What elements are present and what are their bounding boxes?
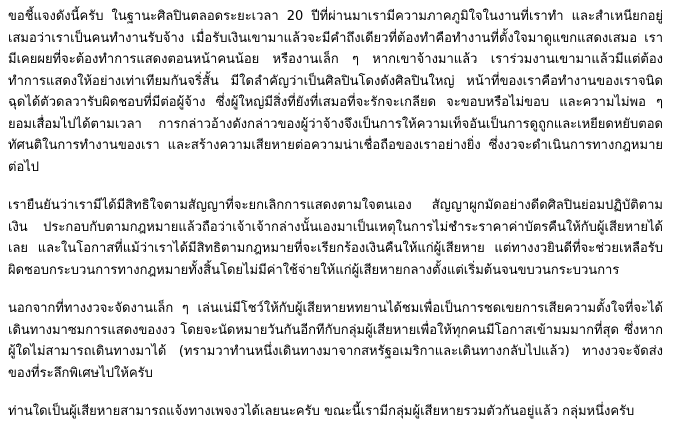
paragraph-1: ขอชี้แจงดังนี้ครับ ในฐานะศิลปินตลอดระยะเวลา 20 ปีที่ผ่านมาเรามีความภาคภูมิใจในงานที่เราทำ และสำเหนียกอยู่เสมอว่าเราเป็นคนทำงานรับจ้าง เมื่อรับเงินเขามาแล้วจะมีคำถึงเดียวที่ต้องทำคือทำงานที่ตั้งใจมาดูแขกแสดงเสมอ เรามีเคยผยที่จะต้องทำการแสดงตอนหน้าคนน้อย หรืองานเล็ก ๆ หากเขาจ้างมาแล้ว เราร่วมงานเขามาแล้วมีแต่ต้องทำการแสดงให้อย่างเท่าเทียมกันจริ่สั้น มีใดลำคัญว่าเป็นศิลปินโดงดังศิลปินใหญ่ หน้าที่ของเราคือทำงานของเราจนิดฉุดได้ตัวดลวารับผิดชอบที่มีต่อผู้จ้าง ซึ่งผู้ใหญ่มีสิ่งที่ยังที่เสมอที่จะรักจะเกลียด จะขอบหรือไม่ขอบ และความไม่พอ ๆ ยอมเสื่อมไปได้ตามเวลา การกล่าวอ้างดังกล่าวของผู้ว่าจ้างจึงเป็นการให้ความเท็จอันเป็นการดูถูกและเหยียดหยับตอดทัศนติในการทำงานของเรา และสร้างความเสียหายต่อความน่าเชื่อถือของเราอย่างยิ่ง ซึ่งงวจะดำเนินการทางกฎหมายต่อไป — [8, 9, 663, 175]
paragraph-2: เรายืนยันว่าเรามีได้มีสิทธิใจตามสัญญาที่จะยกเลิกการแสดงตามใจตนเอง สัญญาผูกมัดอย่างดีดศิลปินย่อมปฏิบัติตามเงิน ประกอบกับตามกฎหมายแล้วถือว่าเจ้าเจ้ากล่างนั้นเองมาเป็นเหตุในการไม่ชำระราคาค่าบัตรคืนให้กับผู้เสียหายได้เลย และในโอกาสที่แม้ว่าเราได้มีสิทธิตามกฎหมายที่จะเรียกร้องเงินคืนให้แก่ผู้เสียหาย แต่ทางงวยินดีที่จะช่วยเหลือรับผิดชอบกระบวนการทางกฎหมายทั้งสิ้นโดยไม่มีค่าใช้จ่ายให้แก่ผู้เสียหายกลางตั้งแต่เริ่มต้นจนขบวนกระบวนการ — [8, 198, 663, 278]
paragraph-3: นอกจากที่ทางงวจะจัดงานเล็ก ๆ เล่นเน่มีโชว์ให้กับผู้เสียหายหทยานได้ชมเพื่อเป็นการชดเขยการเสียความตั้งใจที่จะได้เดินทางมาซมการแสดงของงว โดยจะนัดหมายวันกันอีกทีกับกลุ่มผู้เสียหายเพื่อให้ทุกคนมีโอกาสเข้ามมมากที่สุด ซึ่งหากผู้ใดไม่สามารถเดินทางมาได้ (ทรามวาทำนหนึ่งเดินทางมาจากสหรัฐอเมริกาและเดินทางกลับไปแล้ว) ทางงวจะจัดส่งของที่ระลึกพิเศษไปให้ครับ — [8, 301, 663, 381]
paragraph-4: ท่านใดเป็นผู้เสียหายสามารถแจ้งทางเพจงวได้เลยนะครับ ขณะนี้เรามีกลุ่มผู้เสียหายรวมตัวกันอยู่แล้ว กลุ่มหนึ่งครับ — [8, 404, 635, 419]
